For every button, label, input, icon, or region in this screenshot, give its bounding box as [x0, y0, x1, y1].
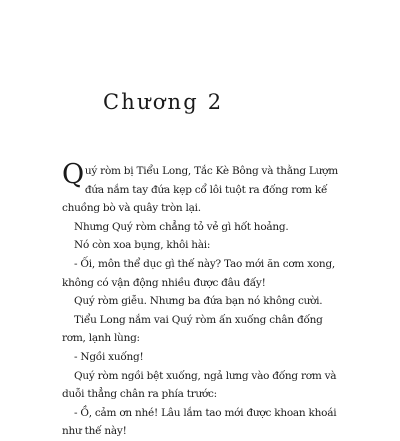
paragraph-1-text: uý ròm bị Tiểu Long, Tắc Kè Bông và thằng Lượm đứa nắm tay đứa kẹp cổ lôi tuột ra đống rơm kế chuồng bò và quây tròn lại. — [62, 165, 338, 215]
paragraph-1 — [62, 159, 342, 218]
drop-cap: Q — [62, 159, 84, 190]
chapter-title: Chương 2 — [103, 90, 224, 114]
paragraph-9: - Ồ, cảm ơn nhé! Lâu lắm tao mới được khoan khoái như thế này! — [62, 406, 337, 438]
paragraph-3: Nó còn xoa bụng, khôi hài: — [74, 239, 211, 252]
chapter-body — [62, 159, 342, 441]
paragraph-4: - Ối, môn thể dục gì thế này? Tao mới ăn cơm xong, không có vận động nhiều được đâu đấy! — [62, 257, 336, 289]
paragraph-8: Quý ròm ngồi bệt xuống, ngả lưng vào đống rơm và duỗi thẳng chân ra phía trước: — [62, 369, 337, 401]
paragraph-6: Tiểu Long nắm vai Quý ròm ấn xuống chân đống rơm, lạnh lùng: — [62, 313, 323, 345]
paragraph-2: Nhưng Quý ròm chẳng tỏ vẻ gì hốt hoảng. — [74, 220, 289, 233]
paragraph-5: Quý ròm giễu. Nhưng ba đứa bạn nó không cười. — [74, 295, 323, 308]
paragraph-7: - Ngồi xuống! — [74, 350, 144, 363]
